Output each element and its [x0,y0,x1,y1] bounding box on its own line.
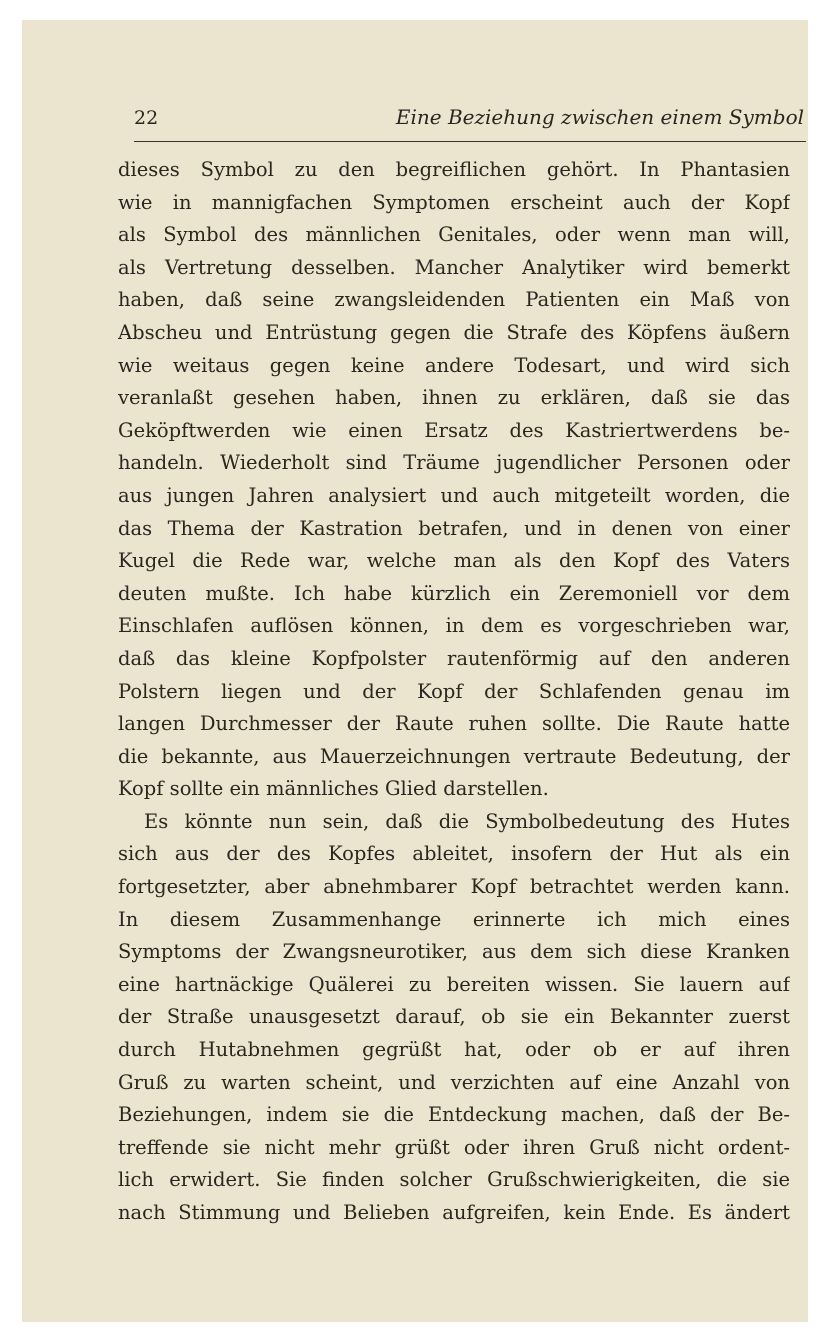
text-line: sich aus der des Kopfes ableitet, insofern der Hut als ein [118,842,790,866]
body-text [118,154,790,1230]
page-header [134,107,806,142]
text-line: lich erwidert. Sie finden solcher Grußschwierigkeiten, die sie [118,1168,790,1192]
text-line: als Symbol des männlichen Genitales, oder wenn man will, [118,223,790,247]
page-number: 22 [134,107,159,129]
text-line: Polstern liegen und der Kopf der Schlafenden genau im [118,679,790,703]
text-line: aus jungen Jahren analysiert und auch mitgeteilt worden, die [118,483,790,507]
text-line: Symptoms der Zwangsneurotiker, aus dem sich diese Kranken [118,940,790,964]
book-page [22,20,808,1322]
text-line: nach Stimmung und Belieben aufgreifen, kein Ende. Es ändert [118,1201,790,1224]
text-line: handeln. Wiederholt sind Träume jugendlicher Personen oder [118,451,790,475]
running-title: Eine Beziehung zwischen einem Symbol [395,105,804,129]
paragraph-end-line: Kopf sollte ein männliches Glied darstellen. [118,777,549,801]
text-line: Gruß zu warten scheint, und verzichten auf eine Anzahl von [118,1070,790,1094]
text-line: wie in mannigfachen Symptomen erscheint auch der Kopf [118,190,790,214]
text-line: deuten mußte. Ich habe kürzlich ein Zeremoniell vor dem [118,581,790,605]
text-line: veranlaßt gesehen haben, ihnen zu erklären, daß sie das [118,386,790,410]
text-line: durch Hutabnehmen gegrüßt hat, oder ob er auf ihren [118,1038,790,1062]
text-line: Beziehungen, indem sie die Entdeckung machen, daß der Be- [118,1103,790,1127]
text-line: das Thema der Kastration betrafen, und in denen von einer [118,516,790,540]
text-line: In diesem Zusammenhange erinnerte ich mich eines [118,907,790,931]
text-line: eine hartnäckige Quälerei zu bereiten wissen. Sie lauern auf [118,972,790,996]
text-line: fortgesetzter, aber abnehmbarer Kopf betrachtet werden kann. [118,875,790,899]
text-line: dieses Symbol zu den begreiflichen gehört. In Phantasien [118,158,790,181]
text-line: langen Durchmesser der Raute ruhen sollte. Die Raute hatte [118,712,790,736]
text-line: als Vertretung desselben. Mancher Analytiker wird bemerkt [118,255,790,279]
text-line: Einschlafen auflösen können, in dem es vorgeschrieben war, [118,614,790,638]
text-line: die bekannte, aus Mauerzeichnungen vertraute Bedeutung, der [118,744,790,768]
text-line: daß das kleine Kopfpolster rautenförmig auf den anderen [118,646,790,670]
text-line: wie weitaus gegen keine andere Todesart, und wird sich [118,353,790,377]
text-line: Kugel die Rede war, welche man als den Kopf des Vaters [118,549,790,573]
text-line: Abscheu und Entrüstung gegen die Strafe des Köpfens äußern [118,320,790,344]
text-line: Geköpftwerden wie einen Ersatz des Kastriertwerdens be- [118,418,790,442]
text-line: treffende sie nicht mehr grüßt oder ihren Gruß nicht ordent- [118,1135,790,1159]
paragraph-start-line: Es könnte nun sein, daß die Symbolbedeutung des Hutes [144,809,790,833]
text-line: der Straße unausgesetzt darauf, ob sie ein Bekannter zuerst [118,1005,790,1029]
text-line: haben, daß seine zwangsleidenden Patienten ein Maß von [118,288,790,312]
